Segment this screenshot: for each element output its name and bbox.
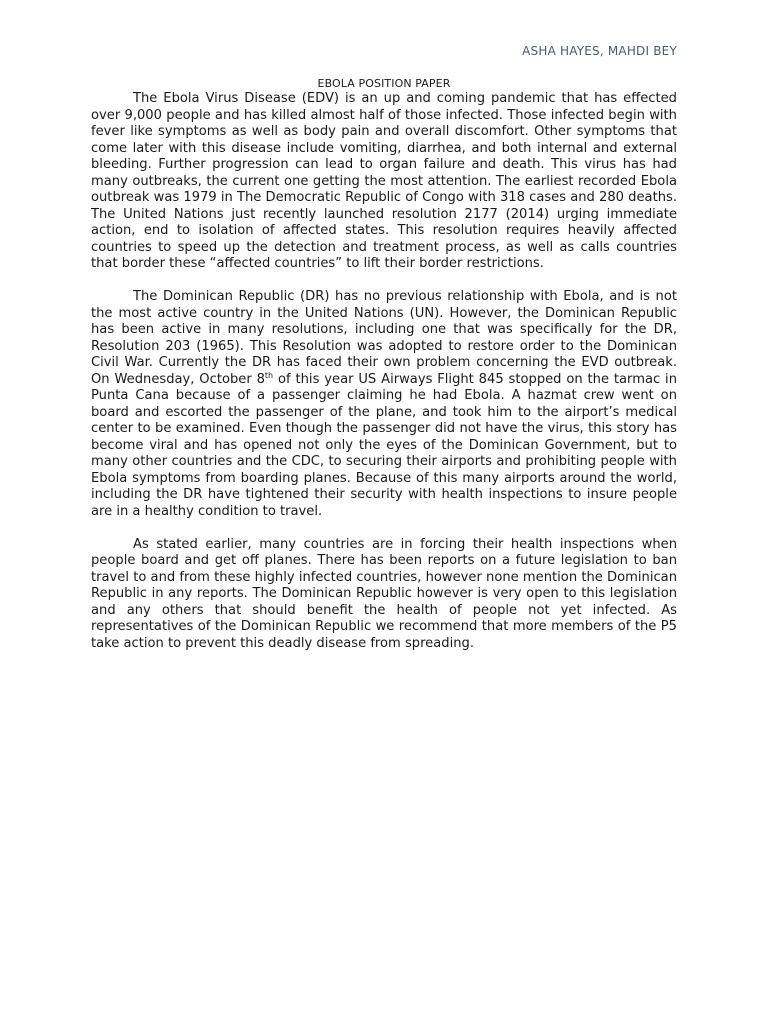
paragraph-text-part: The Dominican Republic (DR) has no previous relationship with Ebola, and is not the most active country in the United Nations (UN). However, the Dominican Republic has been active in many resolutions, including one that was specifically for the DR, Resolution 203 (1965). This Resolution was adopted to restore order to the Dominican Civil War. Currently the DR has faced their own problem concerning the EVD outbreak. On Wednesday, October 8 <box>91 289 677 387</box>
paragraph-text-part: of this year US Airways Flight 845 stopped on the tarmac in Punta Cana because of a passenger claiming he had Ebola. A hazmat crew went on board and escorted the passenger of the plane, and took him to the airport’s medical center to be examined. Even though the passenger did not have the virus, this story has become viral and has opened not only the eyes of the Dominican Government, but to many other countries and the CDC, to securing their airports and prohibiting people with Ebola symptoms from boarding planes. Because of this many airports around the world, including the DR have tightened their security with health inspections to insure people are in a healthy condition to travel. <box>91 371 677 519</box>
paragraph-recommendation: As stated earlier, many countries are in forcing their health inspections when people board and get off planes. There has been reports on a future legislation to ban travel to and from these highly infected countries, however none mention the Dominican Republic in any reports. The Dominican Republic however is very open to this legislation and any others that should benefit the health of people not yet infected. As representatives of the Dominican Republic we recommend that more members of the P5 take action to prevent this deadly disease from spreading. <box>91 536 677 651</box>
paragraph-ebola-overview: The Ebola Virus Disease (EDV) is an up and coming pandemic that has effected over 9,000 people and has killed almost half of those infected. Those infected begin with fever like symptoms as well as body pain and overall discomfort. Other symptoms that come later with this disease include vomiting, diarrhea, and both internal and external bleeding. Further progression can lead to organ failure and death. This virus has had many outbreaks, the current one getting the most attention. The earliest recorded Ebola outbreak was 1979 in The Democratic Republic of Congo with 318 cases and 280 deaths. The United Nations just recently launched resolution 2177 (2014) urging immediate action, end to isolation of affected states. This resolution requires heavily affected countries to speed up the detection and treatment process, as well as calls countries that border these “affected countries” to lift their border restrictions. <box>91 91 677 271</box>
paragraph-dominican-republic <box>91 289 677 520</box>
author-header: ASHA HAYES, MAHDI BEY <box>522 44 677 58</box>
document-body <box>91 91 677 669</box>
page-title: EBOLA POSITION PAPER <box>317 77 451 90</box>
ordinal-suffix: th <box>264 370 274 380</box>
